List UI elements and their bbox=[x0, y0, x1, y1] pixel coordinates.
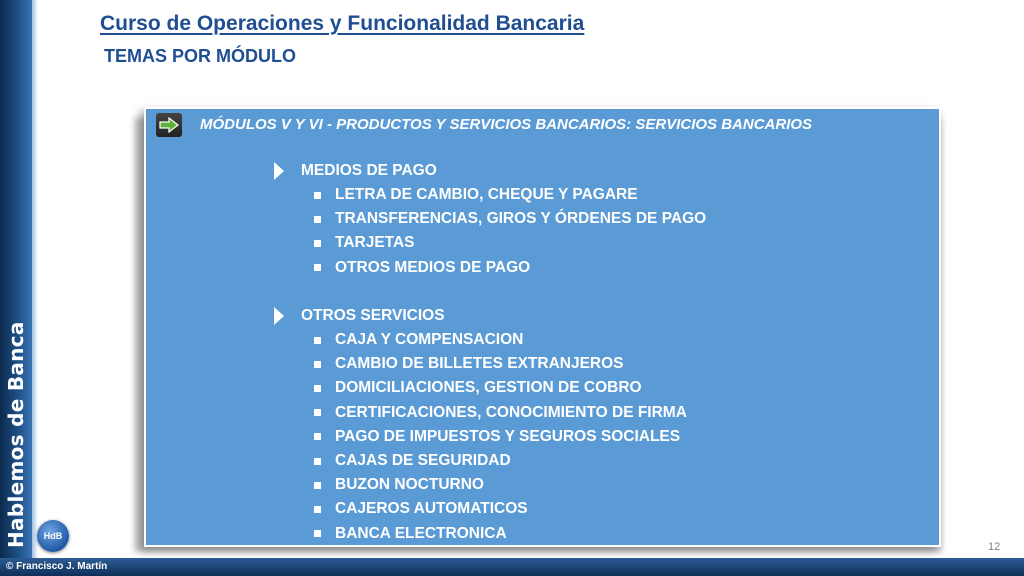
list-item bbox=[274, 401, 687, 425]
list-item-label: CAJAS DE SEGURIDAD bbox=[335, 452, 511, 470]
list-item bbox=[274, 328, 687, 352]
square-bullet-icon bbox=[314, 433, 321, 440]
list-item-label: CAJEROS AUTOMATICOS bbox=[335, 500, 528, 518]
square-bullet-icon bbox=[314, 530, 321, 537]
section-title: MEDIOS DE PAGO bbox=[301, 162, 437, 179]
play-bullet-icon bbox=[274, 307, 284, 325]
square-bullet-icon bbox=[314, 385, 321, 392]
list-item bbox=[274, 183, 706, 207]
list-item-label: PAGO DE IMPUESTOS Y SEGUROS SOCIALES bbox=[335, 427, 681, 445]
content-box bbox=[144, 107, 941, 547]
list-item bbox=[274, 376, 687, 400]
square-bullet-icon bbox=[314, 409, 321, 416]
list-item bbox=[274, 352, 687, 376]
list-item bbox=[274, 231, 706, 255]
list-item bbox=[274, 207, 706, 231]
square-bullet-icon bbox=[314, 337, 321, 344]
list-item bbox=[274, 522, 687, 546]
square-bullet-icon bbox=[314, 240, 321, 247]
square-bullet-icon bbox=[314, 506, 321, 513]
list-item-label: TARJETAS bbox=[335, 234, 415, 252]
list-item-label: CERTIFICACIONES, CONOCIMIENTO DE FIRMA bbox=[335, 403, 687, 421]
list-item bbox=[274, 425, 687, 449]
list-item-label: CAJA Y COMPENSACION bbox=[335, 331, 524, 349]
list-item-label: DOMICILIACIONES, GESTION DE COBRO bbox=[335, 379, 642, 397]
list-item-label: LETRA DE CAMBIO, CHEQUE Y PAGARE bbox=[335, 186, 638, 204]
copyright-text: © Francisco J. Martín bbox=[6, 561, 108, 572]
list-item-label: BUZON NOCTURNO bbox=[335, 476, 484, 494]
list-item-label: CAMBIO DE BILLETES EXTRANJEROS bbox=[335, 355, 624, 373]
square-bullet-icon bbox=[314, 458, 321, 465]
play-bullet-icon bbox=[274, 162, 284, 180]
hdb-logo: HdB bbox=[37, 520, 69, 552]
side-band-edge bbox=[32, 0, 38, 560]
section-otros-servicios bbox=[274, 304, 687, 546]
page-number: 12 bbox=[988, 541, 1001, 553]
list-item-label: TRANSFERENCIAS, GIROS Y ÓRDENES DE PAGO bbox=[335, 210, 707, 228]
bottom-bar bbox=[0, 558, 1024, 576]
square-bullet-icon bbox=[314, 264, 321, 271]
list-item-label: BANCA ELECTRONICA bbox=[335, 524, 507, 542]
page-subtitle: TEMAS POR MÓDULO bbox=[104, 46, 296, 66]
section-heading bbox=[274, 304, 687, 328]
list-item bbox=[274, 473, 687, 497]
section-medios-de-pago bbox=[274, 159, 706, 280]
brand-text: Hablemos de Banca bbox=[4, 321, 28, 548]
list-item bbox=[274, 256, 706, 280]
page-title: Curso de Operaciones y Funcionalidad Bancaria bbox=[100, 12, 585, 35]
square-bullet-icon bbox=[314, 361, 321, 368]
section-title: OTROS SERVICIOS bbox=[301, 307, 445, 324]
square-bullet-icon bbox=[314, 192, 321, 199]
module-heading: MÓDULOS V Y VI - PRODUCTOS Y SERVICIOS BANCARIOS: SERVICIOS BANCARIOS bbox=[200, 116, 813, 133]
list-item bbox=[274, 497, 687, 521]
square-bullet-icon bbox=[314, 216, 321, 223]
square-bullet-icon bbox=[314, 482, 321, 489]
list-item bbox=[274, 449, 687, 473]
section-heading bbox=[274, 159, 706, 183]
right-arrow-icon bbox=[156, 113, 182, 137]
list-item-label: OTROS MEDIOS DE PAGO bbox=[335, 258, 531, 276]
